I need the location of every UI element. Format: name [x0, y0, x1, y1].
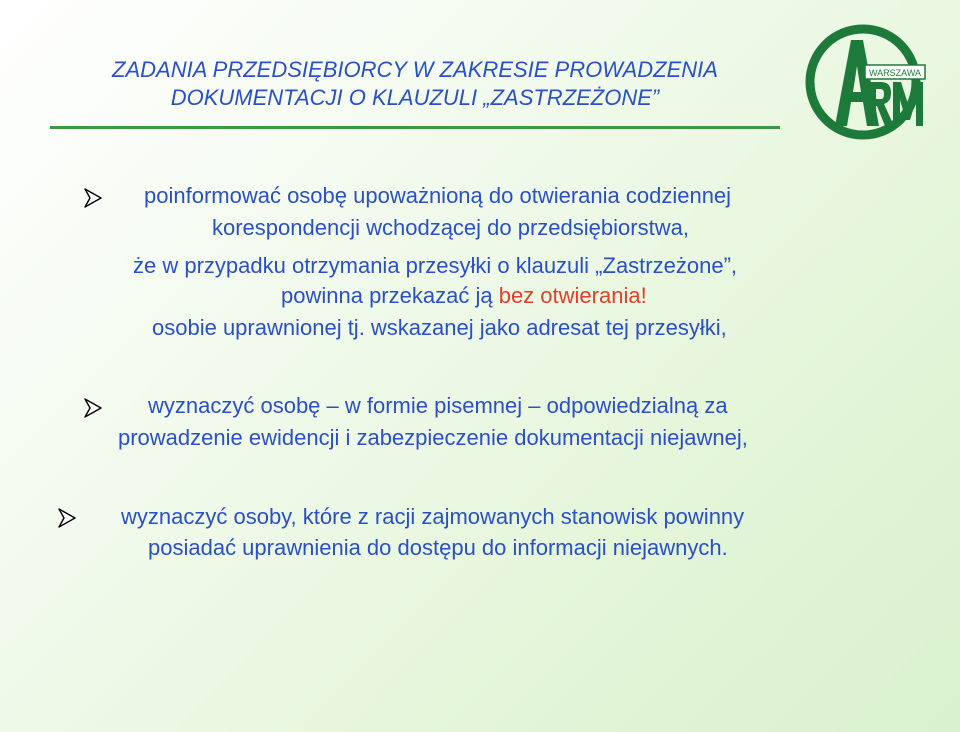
arrowhead-bullet-icon [58, 508, 76, 528]
bullet-1-line-1: poinformować osobę upoważnioną do otwierania codziennej [144, 183, 732, 208]
bullet-1-line-5: osobie uprawnionej tj. wskazanej jako adresat tej przesyłki, [152, 315, 727, 340]
bullet-1-line-3: że w przypadku otrzymania przesyłki o klauzuli „Zastrzeżone”, [133, 253, 738, 278]
highlight-no-opening: bez otwierania! [498, 283, 647, 308]
title-line-1: ZADANIA PRZEDSIĘBIORCY W ZAKRESIE PROWADZENIA [112, 57, 718, 82]
arm-logo [805, 22, 927, 140]
bullet-2-line-1: wyznaczyć osobę – w formie pisemnej – odpowiedzialną za [148, 393, 728, 418]
logo-text: WARSZAWA [869, 68, 921, 78]
bullet-2-line-2: prowadzenie ewidencji i zabezpieczenie dokumentacji niejawnej, [118, 425, 748, 450]
title-underline [50, 126, 780, 129]
bullet-1-line-4-text: powinna przekazać ją [281, 283, 493, 308]
arrowhead-bullet-icon [84, 188, 102, 208]
title-line-2: DOKUMENTACJI O KLAUZULI „ZASTRZEŻONE” [170, 85, 660, 110]
arrowhead-bullet-icon [84, 398, 102, 418]
bullet-1-line-2: korespondencji wchodzącej do przedsiębiorstwa, [212, 215, 689, 240]
slide-title [70, 56, 760, 112]
bullet-3-line-2: posiadać uprawnienia do dostępu do informacji niejawnych. [148, 535, 728, 560]
bullet-3-line-1: wyznaczyć osoby, które z racji zajmowanych stanowisk powinny [121, 504, 745, 529]
bullet-1-line-4 [281, 282, 647, 309]
